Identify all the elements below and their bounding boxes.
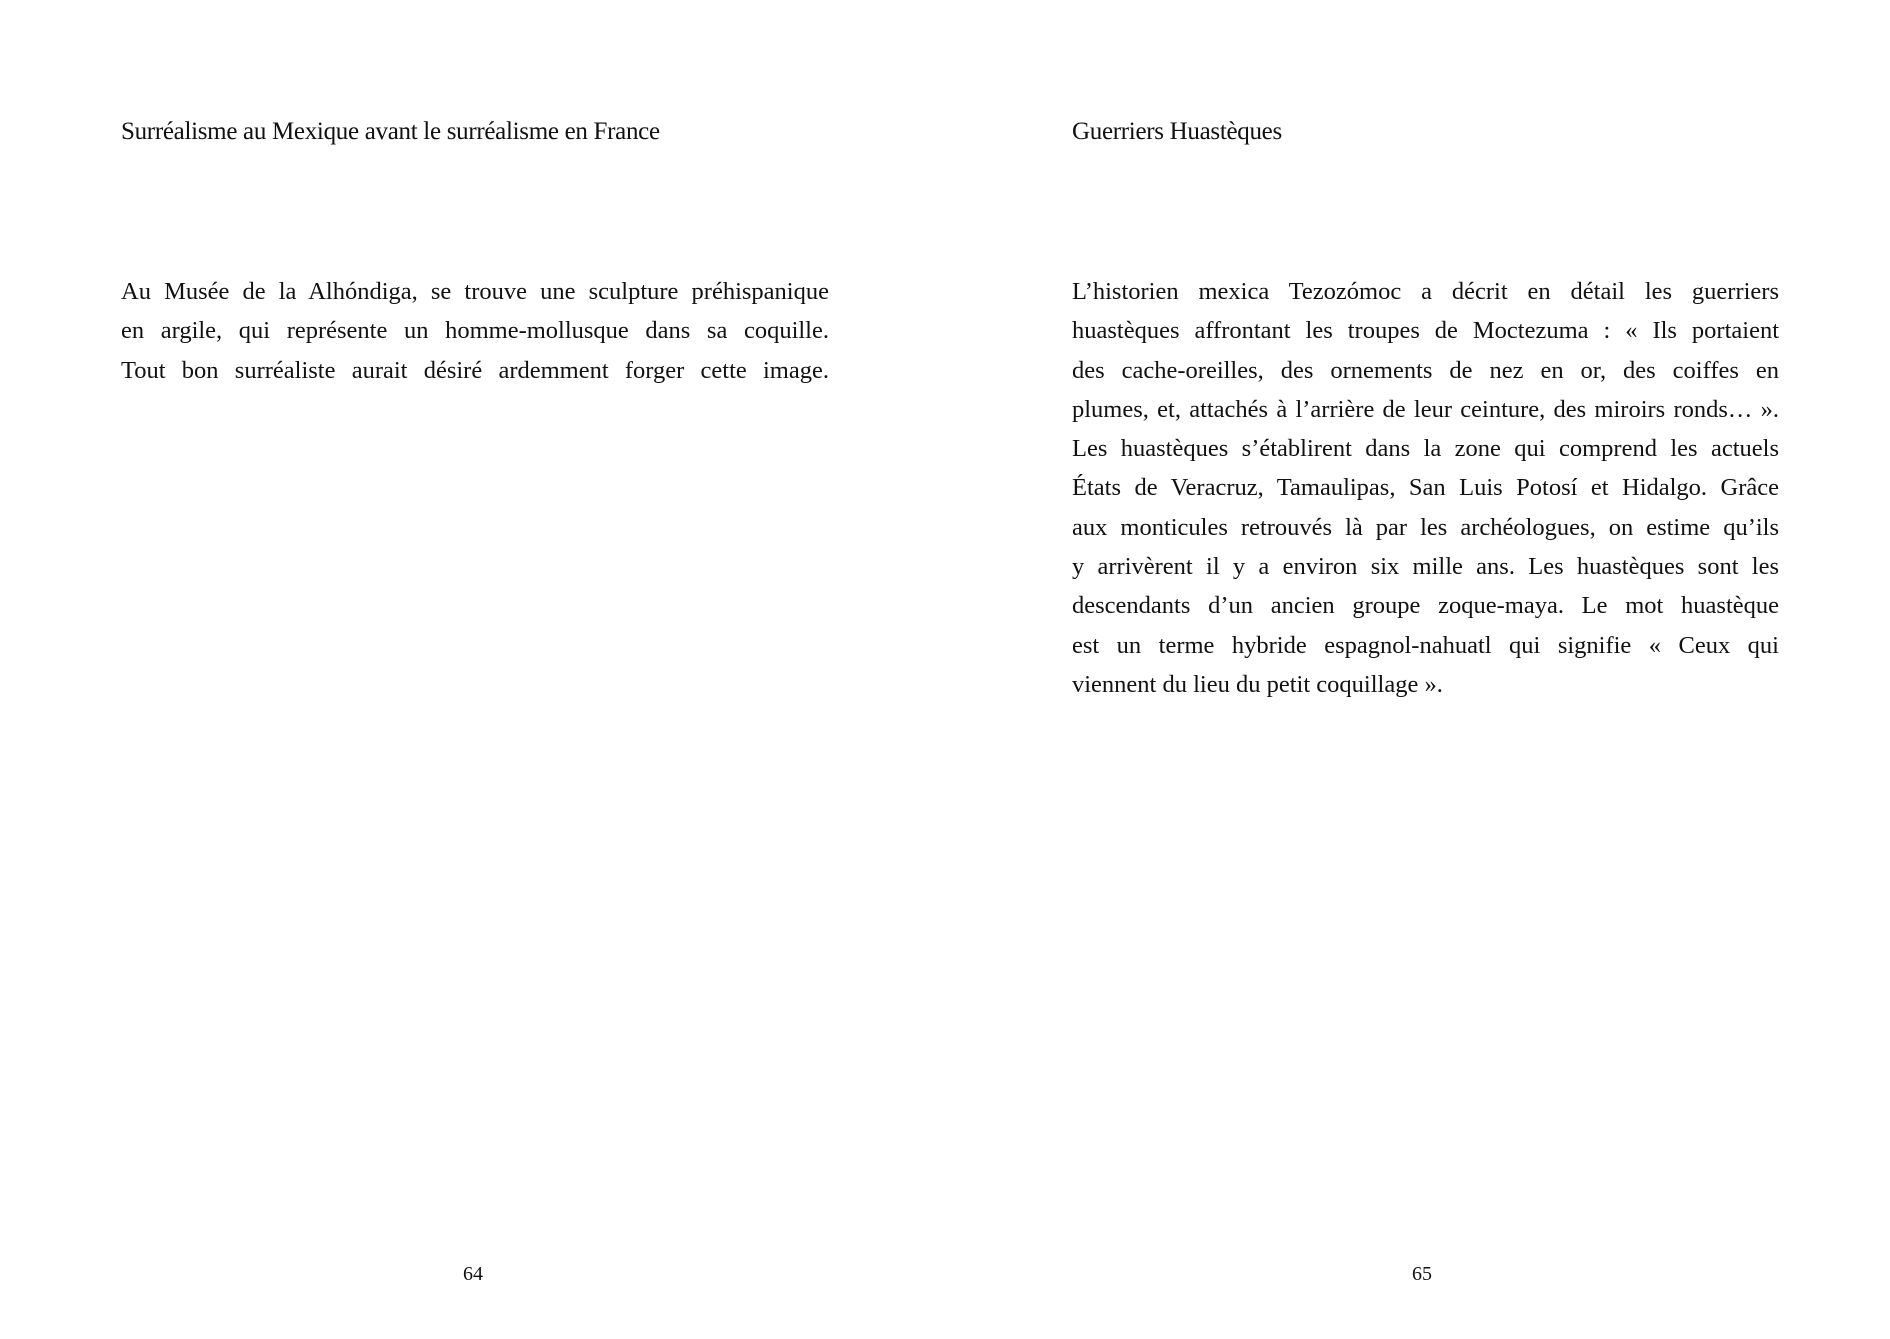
text-line: viennent du lieu du petit coquillage ». [1072,670,1443,698]
text-line: est un terme hybride espagnol-nahuatl qui signifie « Ceux qui [1072,631,1779,659]
text-line: États de Veracruz, Tamaulipas, San Luis Potosí et Hidalgo. Grâce [1072,474,1779,502]
text-line: plumes, et, attachés à l’arrière de leur ceinture, des miroirs ronds… ». [1072,395,1779,423]
section-title: Surréalisme au Mexique avant le surréalisme en France [121,118,660,145]
text-line: Les huastèques s’établirent dans la zone qui comprend les actuels [1072,435,1779,463]
text-line: descendants d’un ancien groupe zoque-maya. Le mot huastèque [1072,592,1779,620]
left-page [121,0,829,1339]
body-paragraph [1072,272,1779,704]
body-paragraph [121,272,829,390]
text-line: aux monticules retrouvés là par les archéologues, on estime qu’ils [1072,513,1779,541]
page-number: 64 [463,1263,483,1285]
text-line: huastèques affrontant les troupes de Moctezuma : « Ils portaient [1072,317,1779,345]
text-line: en argile, qui représente un homme-mollusque dans sa coquille. [121,317,829,345]
text-line: L’historien mexica Tezozómoc a décrit en détail les guerriers [1072,278,1779,305]
text-line: Au Musée de la Alhóndiga, se trouve une sculpture préhispanique [121,278,829,305]
text-line: y arrivèrent il y a environ six mille ans. Les huastèques sont les [1072,553,1779,581]
section-title: Guerriers Huastèques [1072,118,1282,145]
text-line: des cache-oreilles, des ornements de nez en or, des coiffes en [1072,356,1779,384]
page-number: 65 [1412,1263,1432,1285]
right-page [1072,0,1779,1339]
text-line: Tout bon surréaliste aurait désiré ardemment forger cette image. [121,356,829,384]
